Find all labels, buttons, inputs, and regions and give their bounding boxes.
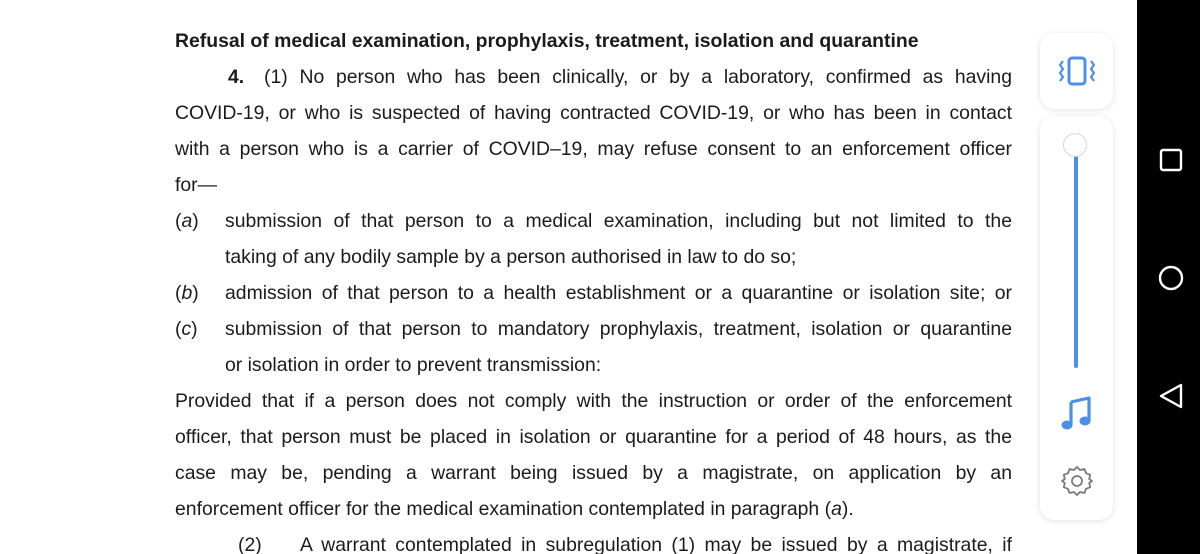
item-b-label: (b) (175, 282, 199, 304)
media-volume-slider-handle[interactable] (1063, 133, 1087, 157)
media-volume-slider-track[interactable] (1074, 146, 1078, 368)
navigation-bar (1137, 0, 1200, 554)
item-c-line-1: submission of that person to mandatory prophylaxis, treatment, isolation or quarantine (225, 318, 1012, 340)
ring-mode-panel (1040, 33, 1113, 109)
square-icon[interactable] (1159, 148, 1183, 172)
paragraph-1-line-4: for— (175, 174, 218, 196)
paragraph-2-number: (2) (238, 534, 262, 554)
item-a-line-2: taking of any bodily sample by a person authorised in law to do so; (225, 246, 797, 268)
vibrate-icon[interactable] (1057, 53, 1097, 89)
gear-icon[interactable] (1060, 464, 1094, 498)
circle-icon[interactable] (1157, 264, 1185, 292)
paragraph-1-line-3: with a person who is a carrier of COVID–19, may refuse consent to an enforcement officer (175, 138, 1012, 160)
paragraph-1-line-1 (228, 65, 1012, 89)
section-heading: Refusal of medical examination, prophylaxis, treatment, isolation and quarantine (175, 30, 919, 52)
proviso-line-2: officer, that person must be placed in isolation or quarantine for a period of 48 hours, as the (175, 426, 1012, 448)
section-number: 4. (228, 66, 245, 88)
item-b-line-1: admission of that person to a health establishment or a quarantine or isolation site; or (225, 282, 1012, 304)
proviso-line-1: Provided that if a person does not comply with the instruction or order of the enforcement (175, 390, 1012, 412)
paragraph-2-line-1: A warrant contemplated in subregulation (1) may be issued by a magistrate, if (300, 534, 1012, 554)
item-a-line-1: submission of that person to a medical examination, including but not limited to the (225, 210, 1012, 232)
media-volume-panel (1040, 116, 1113, 520)
paragraph-1-text: (1) No person who has been clinically, or by a laboratory, confirmed as having (264, 66, 1012, 88)
item-a-label: (a) (175, 210, 199, 232)
proviso-line-3: case may be, pending a warrant being issued by a magistrate, on application by an (175, 462, 1012, 484)
item-c-label: (c) (175, 318, 198, 340)
proviso-line-4: enforcement officer for the medical examination contemplated in paragraph (a). (175, 498, 854, 520)
music-note-icon (1059, 396, 1095, 432)
triangle-back-icon[interactable] (1157, 382, 1185, 410)
paragraph-1-line-2: COVID-19, or who is suspected of having contracted COVID-19, or who has been in contact (175, 102, 1012, 124)
item-c-line-2: or isolation in order to prevent transmission: (225, 354, 602, 376)
